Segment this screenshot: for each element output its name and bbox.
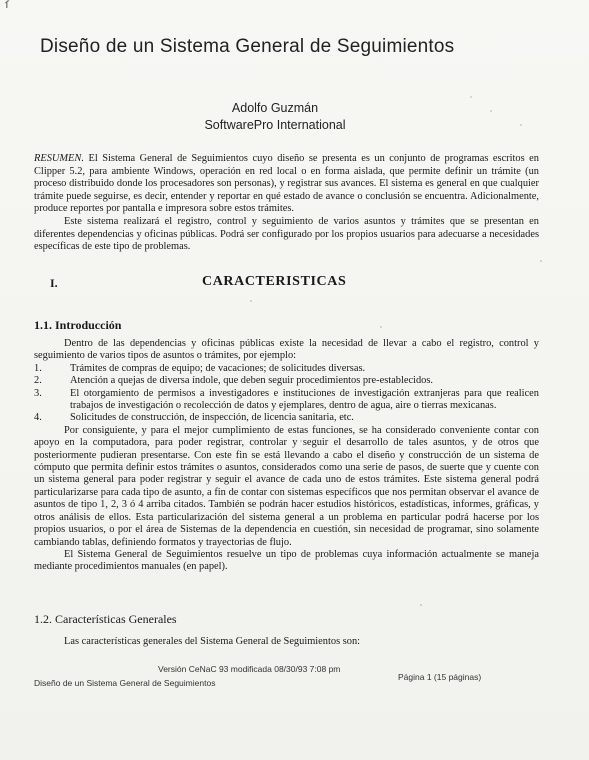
abstract-paragraph-2: Este sistema realizará el registro, control y seguimiento de varios asuntos y trámites que se presentan en diferentes dependencias y oficinas públicas. Podrá ser configurado por los propios usuarios para adecuarse a necesidades específicas de este tipo de problemas. [34, 215, 539, 253]
list-item-number: 3. [34, 387, 42, 399]
introduccion-body [34, 338, 539, 574]
list-item [34, 388, 539, 413]
abstract-paragraph-1 [34, 153, 539, 216]
examples-list [34, 363, 539, 425]
footer-document-name: Diseño de un Sistema General de Seguimientos [34, 678, 216, 688]
list-item-number: 2. [34, 375, 42, 387]
author-name: Adolfo Guzmán [231, 101, 319, 115]
abstract-lead: RESUMEN. [34, 153, 84, 164]
list-item-text: El otorgamiento de permisos a investigadores e instituciones de investigación extranjeras para que realicen trabajos de investigación o recolección de datos y ejemplares, dentro de agua, aire o tierras mexicanas. [70, 387, 539, 412]
introduccion-paragraph-2: Por consiguiente, y para el mejor cumplimiento de estas funciones, se ha considerado conveniente contar con apoyo en la computadora, para poder registrar, controlar y seguir el desarrollo de tales asuntos, y de otros que posteriormente pudieran presentarse. Con este fin se está llevando a cabo el diseño y construcción de un sistema de cómputo que permita definir estos trámites o asuntos, considerados como una serie de pasos, de suerte que y cuente con un sistema general para poder registrar y seguir el avance de cada uno de estos trámites. Este sistema general podrá particularizarse para cada tipo de asunto, a fin de contar con sistemas específicos que nos permitan observar el avance de asuntos de tipo 1, 2, 3 ó 4 arriba citados. También se podrán hacer estudios históricos, estadísticas, informes, gráficas, y otros análisis de ellos. Esta particularización del sistema general a un problema en particular podrá hacerse por los propios usuarios, o por el área de Sistemas de la dependencia en cuestión, sin necesidad de programar, sino solamente cambiando tablas, definiendo formatos y trayectorias de flujo. [34, 424, 539, 548]
scan-speckle [300, 440, 302, 442]
subsection-title-introduccion: 1.1. Introducción [34, 318, 122, 332]
list-item [34, 363, 539, 375]
list-item [34, 375, 539, 387]
scan-speckle [540, 260, 542, 262]
abstract [34, 153, 539, 254]
abstract-text-1: El Sistema General de Seguimientos cuyo diseño se presenta es un conjunto de programas escritos en Clipper 5.2, para ambiente Windows, operación en red local o en forma aislada, que permite definir un trámite (un proceso distribuido donde los procesadores son personas), y registrar sus avances. El sistema es general en que cualquier trámite puede seguirse, es decir, entender y reportar en qué estado de avance o conclusión se encuentra. Adicionalmente, produce reportes por pantalla e impresora sobre estos trámites. [34, 153, 539, 215]
scan-speckle [470, 96, 472, 98]
scan-speckle [490, 110, 492, 112]
subsection-title-caracteristicas: 1.2. Características Generales [34, 612, 177, 626]
list-item [34, 412, 539, 424]
introduccion-paragraph-3: El Sistema General de Seguimientos resuelve un tipo de problemas cuya información actualmente se maneja mediante procedimientos manuales (en papel). [34, 548, 539, 573]
footer-page-number: Página 1 (15 páginas) [398, 672, 482, 682]
list-item-text: Atención a quejas de diversa índole, que deben seguir procedimientos pre-establecidos. [70, 375, 433, 387]
scan-speckle [420, 604, 422, 606]
document-title: Diseño de un Sistema General de Seguimientos [40, 36, 455, 57]
scan-speckle [520, 124, 522, 126]
caracteristicas-intro: Las características generales del Sistema General de Seguimientos son: [64, 636, 361, 647]
list-item-text: Solicitudes de construcción, de inspección, de licencia sanitaria, etc. [70, 412, 354, 424]
section-number: I. [50, 276, 58, 290]
section-heading [34, 274, 539, 294]
list-item-text: Trámites de compras de equipo; de vacaciones; de solicitudes diversas. [70, 362, 366, 374]
scan-speckle [380, 326, 382, 328]
corner-mark: ſ [4, 0, 11, 11]
footer-version: Versión CeNaC 93 modificada 08/30/93 7:08 pm [158, 664, 341, 674]
list-item-number: 4. [34, 412, 42, 424]
scan-speckle [250, 300, 252, 302]
section-title: CARACTERISTICAS [202, 274, 347, 289]
list-item-number: 1. [34, 362, 42, 374]
introduccion-paragraph-1: Dentro de las dependencias y oficinas públicas existe la necesidad de llevar a cabo el registro, control y seguimiento de varios tipos de asuntos o trámites, por ejemplo: [34, 338, 539, 362]
author-block [180, 100, 370, 134]
author-organization: SoftwarePro International [204, 118, 346, 132]
